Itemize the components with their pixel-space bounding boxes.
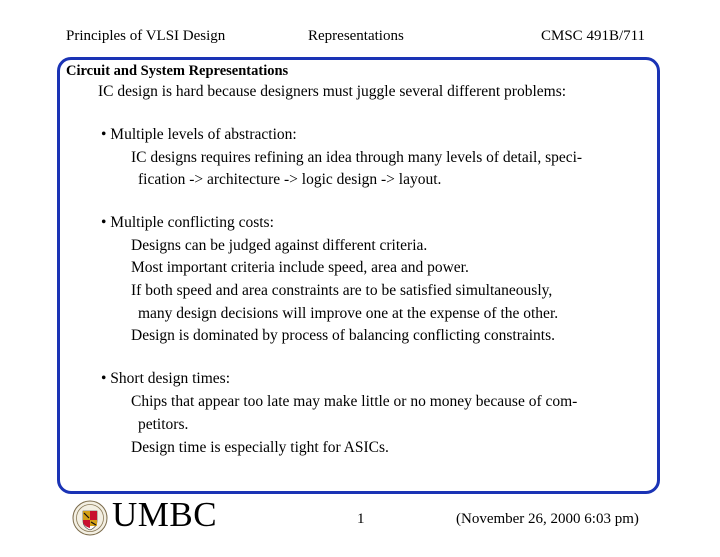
header-topic: Representations — [308, 28, 404, 44]
header-course-code: CMSC 491B/711 — [541, 28, 646, 44]
bullet-costs-title: • Multiple conflicting costs: — [101, 214, 274, 231]
page-number: 1 — [357, 511, 365, 527]
bullet-times-line-3: Design time is especially tight for ASICs. — [131, 439, 389, 456]
intro-text: IC design is hard because designers must juggle several different problems: — [98, 83, 567, 100]
umbc-brand: UMBC — [112, 495, 218, 534]
bullet-abstraction-line-2: fication -> architecture -> logic design -> layout. — [138, 171, 442, 188]
bullet-abstraction-line-1: IC designs requires refining an idea through many levels of detail, speci- — [131, 149, 583, 166]
bullet-abstraction-title: • Multiple levels of abstraction: — [101, 126, 297, 143]
bullet-costs-line-3: If both speed and area constraints are to be satisfied simultaneously, — [131, 282, 553, 299]
bullet-costs-line-5: Design is dominated by process of balancing conflicting constraints. — [131, 327, 556, 344]
bullet-costs-line-2: Most important criteria include speed, area and power. — [131, 259, 469, 276]
bullet-times-line-2: petitors. — [138, 416, 189, 433]
umbc-seal-icon — [72, 500, 108, 536]
bullet-times-line-1: Chips that appear too late may make little or no money because of com- — [131, 393, 578, 410]
bullet-costs-line-4: many design decisions will improve one at the expense of the other. — [138, 305, 559, 322]
bullet-costs-line-1: Designs can be judged against different criteria. — [131, 237, 428, 254]
header-course-title: Principles of VLSI Design — [66, 28, 226, 44]
slide-title: Circuit and System Representations — [66, 63, 289, 79]
bullet-times-title: • Short design times: — [101, 370, 230, 387]
slide-date: (November 26, 2000 6:03 pm) — [456, 511, 639, 527]
